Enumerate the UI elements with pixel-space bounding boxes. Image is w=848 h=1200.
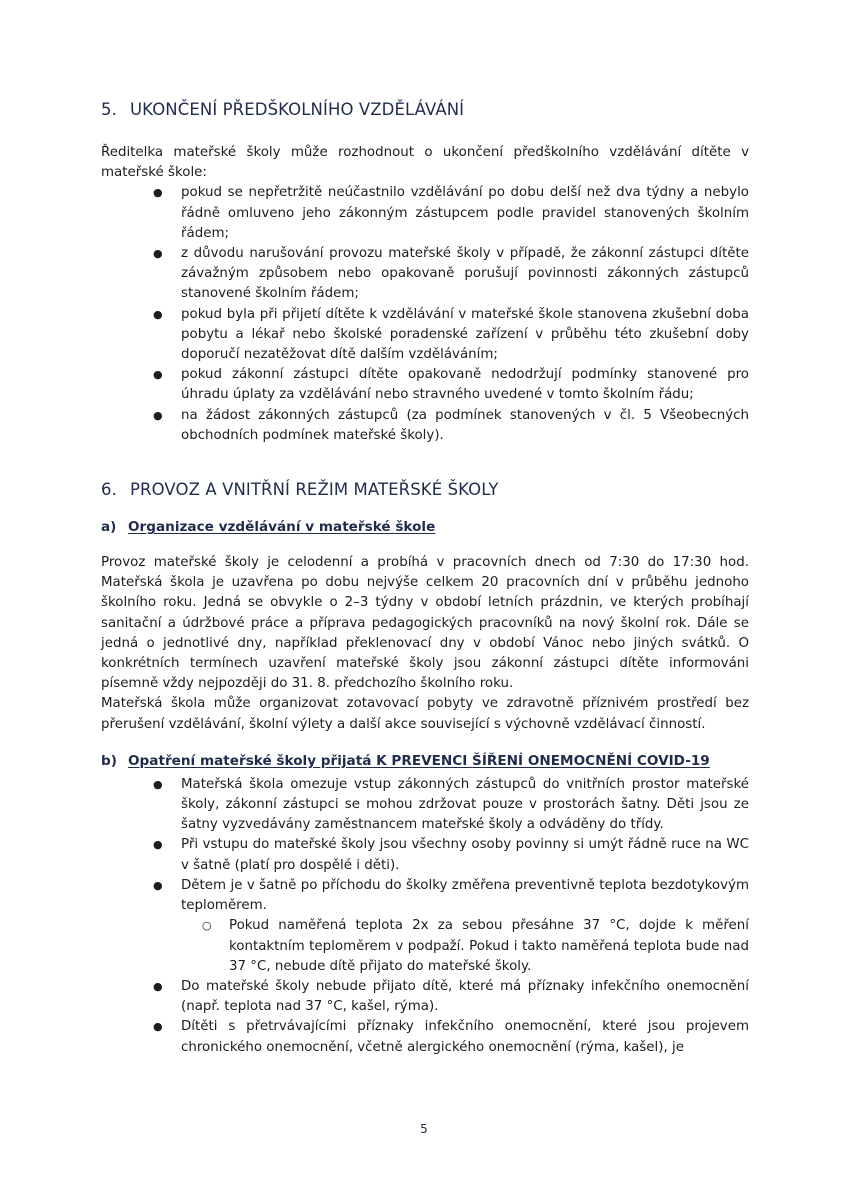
temperature-sublist [101, 916, 749, 977]
section-title: UKONČENÍ PŘEDŠKOLNÍHO VZDĚLÁVÁNÍ [130, 100, 465, 119]
list-item: ● Při vstupu do mateřské školy jsou všechny osoby povinny si umýt řádně ruce na WC v šatně (platí pro dospělé i děti). [153, 837, 749, 873]
bullet-icon: ● [153, 307, 163, 321]
bullet-icon: ● [153, 368, 163, 382]
subsection-letter: a) [101, 519, 117, 536]
list-item: ● Dětem je v šatně po příchodu do školky změřena preventivně teplota bezdotykovým teploměrem. [153, 877, 749, 914]
section-5-heading [101, 100, 749, 119]
subsection-title: Organizace vzdělávání v mateřské škole [128, 519, 436, 536]
subsection-letter: b) [101, 752, 117, 769]
list-item: ● na žádost zákonných zástupců (za podmínek stanovených v čl. 5 Všeobecných obchodních podmínek mateřské školy). [153, 407, 749, 443]
list-item: ● pokud byla při přijetí dítěte k vzdělávání v mateřské škole stanovena zkušební doba pobytu a lékař nebo školské poradenské zařízení v průběhu této zkušební doby doporučí nezatěžovat dítě dalším vzděláváním; [153, 306, 749, 363]
bullet-icon: ● [153, 186, 163, 200]
list-item: ● Mateřská škola omezuje vstup zákonných zástupců do vnitřních prostor mateřské školy, zákonní zástupci se mohou zdržovat pouze v prostorách šatny. Děti jsou ze šatny vyzvedávány zaměstnancem mateřské školy a odváděny do třídy. [153, 776, 749, 833]
list-item: ● pokud se nepřetržitě neúčastnilo vzdělávání po dobu delší než dva týdny a nebylo řádně omluveno jeho zákonným zástupcem podle pravidel stanovených školním řádem; [153, 185, 749, 241]
subsection-b-heading [101, 753, 749, 769]
bullet-icon: ● [153, 878, 163, 892]
organization-paragraph: Provoz mateřské školy je celodenní a probíhá v pracovních dnech od 7:30 do 17:30 hod. Mateřská škola je uzavřena po dobu nejvýše celkem 20 pracovních dní v průběhu jednoho školního roku. Jedná se obvykle o 2–3 týdny v období letních prázdnin, ve kterých probíhají sanitační a údržbové práce a příprava pedagogických pracovníků na nový školní rok. Dále se jedná o jednotlivé dny, například překlenovací dny v období Vánoc nebo jiných svátků. O konkrétních termínech uzavření mateřské školy jsou zákonní zástupci dítěte informováni písemně vždy nejpozději do 31. 8. předchozího školního roku. [101, 555, 749, 692]
section-number: 5. [101, 100, 117, 119]
bullet-icon: ● [153, 838, 163, 852]
covid-measures-list [101, 775, 749, 916]
section-5-intro: Ředitelka mateřské školy může rozhodnout o ukončení předškolního vzdělávání dítěte v mateřské škole: [101, 145, 749, 181]
bullet-icon: ● [153, 777, 163, 791]
sub-list-item: ○ Pokud naměřená teplota 2x za sebou přesáhne 37 °C, dojde k měření kontaktním teploměrem v podpaží. Pokud i takto naměřená teplota bude nad 37 °C, nebude dítě přijato do mateřské školy. [202, 918, 749, 974]
list-item: ● pokud zákonní zástupci dítěte opakovaně nedodržují podmínky stanovené pro úhradu úplaty za vzdělávání nebo stravného uvedené v tomto školním řádu; [153, 367, 749, 403]
section-6-heading [101, 480, 749, 499]
section-number: 6. [101, 480, 117, 500]
bullet-icon: ● [153, 979, 163, 993]
bullet-icon: ● [153, 408, 163, 422]
termination-reasons-list [101, 183, 749, 446]
bullet-icon: ● [153, 1020, 163, 1034]
page-number: 5 [420, 1122, 428, 1136]
subsection-title: Opatření mateřské školy přijatá K PREVENCI ŠÍŘENÍ ONEMOCNĚNÍ COVID-19 [128, 752, 710, 769]
covid-measures-list-continued [101, 977, 749, 1058]
list-item: ● Do mateřské školy nebude přijato dítě, které má příznaky infekčního onemocnění (např. teplota nad 37 °C, kašel, rýma). [153, 978, 749, 1015]
circle-bullet-icon: ○ [202, 919, 212, 933]
list-item: ● Dítěti s přetrvávajícími příznaky infekčního onemocnění, které jsou projevem chronického onemocnění, včetně alergického onemocnění (rýma, kašel), je [153, 1019, 749, 1055]
activities-paragraph: Mateřská škola může organizovat zotavovací pobyty ve zdravotně příznivém prostředí bez přerušení vzdělávání, školní výlety a další akce související s výchovně vzdělávací činností. [101, 696, 749, 732]
document-page [101, 96, 749, 1058]
subsection-a-heading [101, 519, 749, 535]
section-title: PROVOZ A VNITŘNÍ REŽIM MATEŘSKÉ ŠKOLY [130, 480, 499, 500]
list-item: ● z důvodu narušování provozu mateřské školy v případě, že zákonní zástupci dítěte závažným způsobem nebo opakovaně porušují povinnosti zákonných zástupců stanovené školním řádem; [153, 246, 749, 302]
bullet-icon: ● [153, 247, 163, 261]
